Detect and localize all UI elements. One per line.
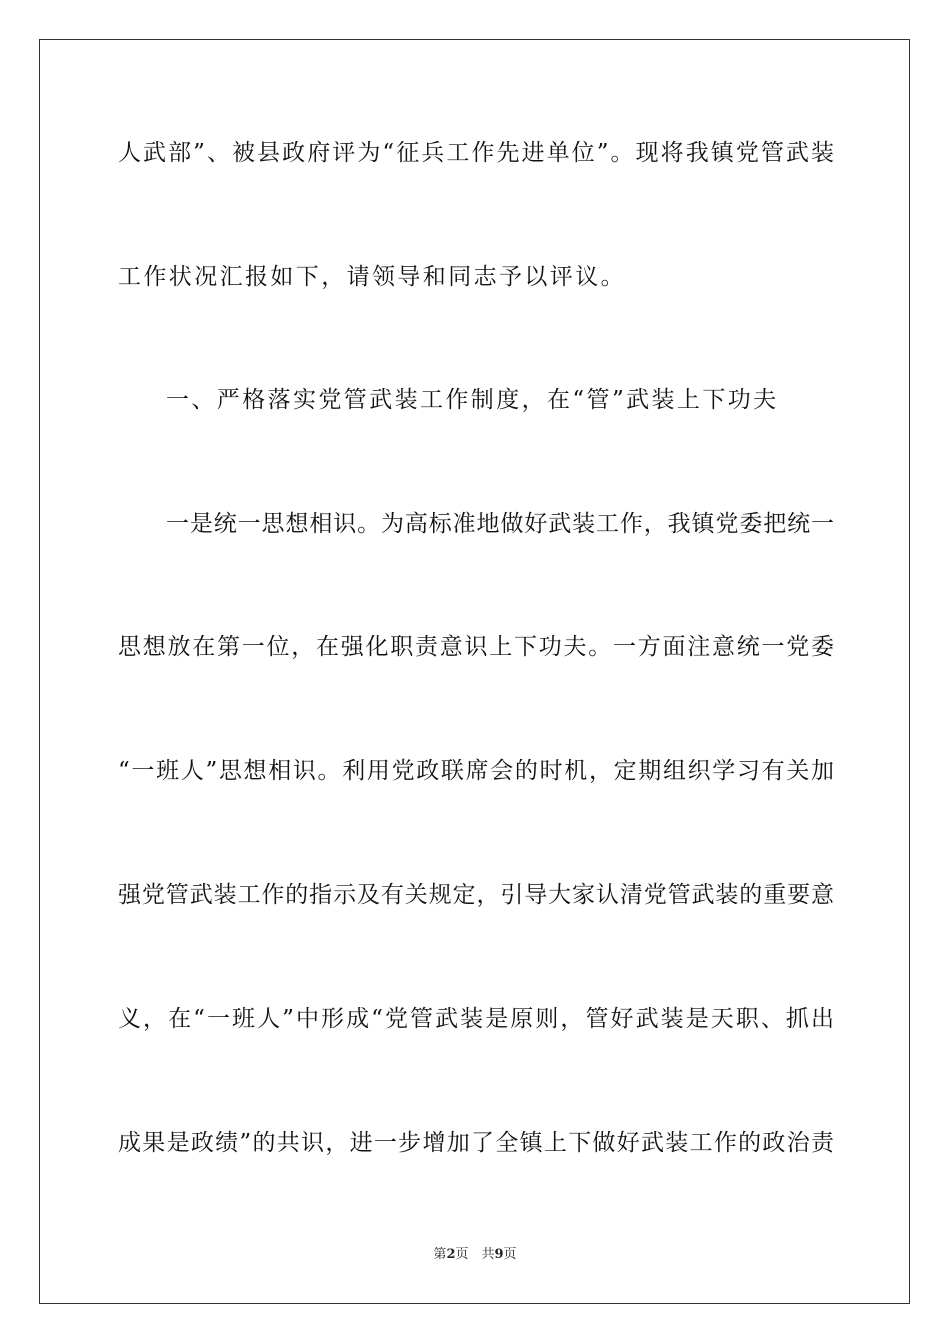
body-line-4: 思想放在第一位，在强化职责意识上下功夫。一方面注意统一党委 (118, 634, 834, 660)
footer-suffix: 页 (503, 1247, 517, 1262)
body-line-3: 一是统一思想相识。为高标准地做好武装工作，我镇党委把统一 (166, 511, 834, 537)
section-heading: 一、严格落实党管武装工作制度，在“管”武装上下功夫 (166, 387, 779, 413)
body-line-8: 成果是政绩”的共识，进一步增加了全镇上下做好武装工作的政治责 (118, 1130, 834, 1156)
page-footer (0, 1246, 950, 1264)
body-line-2: 工作状况汇报如下，请领导和同志予以评议。 (118, 264, 626, 290)
body-line-5: “一班人”思想相识。利用党政联席会的时机，定期组织学习有关加 (118, 758, 834, 784)
body-line-7: 义，在“一班人”中形成“党管武装是原则，管好武装是天职、抓出 (118, 1006, 834, 1032)
footer-mid: 页 共 (455, 1247, 495, 1262)
page-border (39, 39, 910, 1304)
body-line-1: 人武部”、被县政府评为“征兵工作先进单位”。现将我镇党管武装 (118, 140, 834, 166)
footer-current-page: 2 (446, 1247, 456, 1262)
body-line-6: 强党管武装工作的指示及有关规定，引导大家认清党管武装的重要意 (118, 882, 834, 908)
footer-prefix: 第 (433, 1247, 447, 1262)
footer-total-pages: 9 (494, 1247, 504, 1262)
